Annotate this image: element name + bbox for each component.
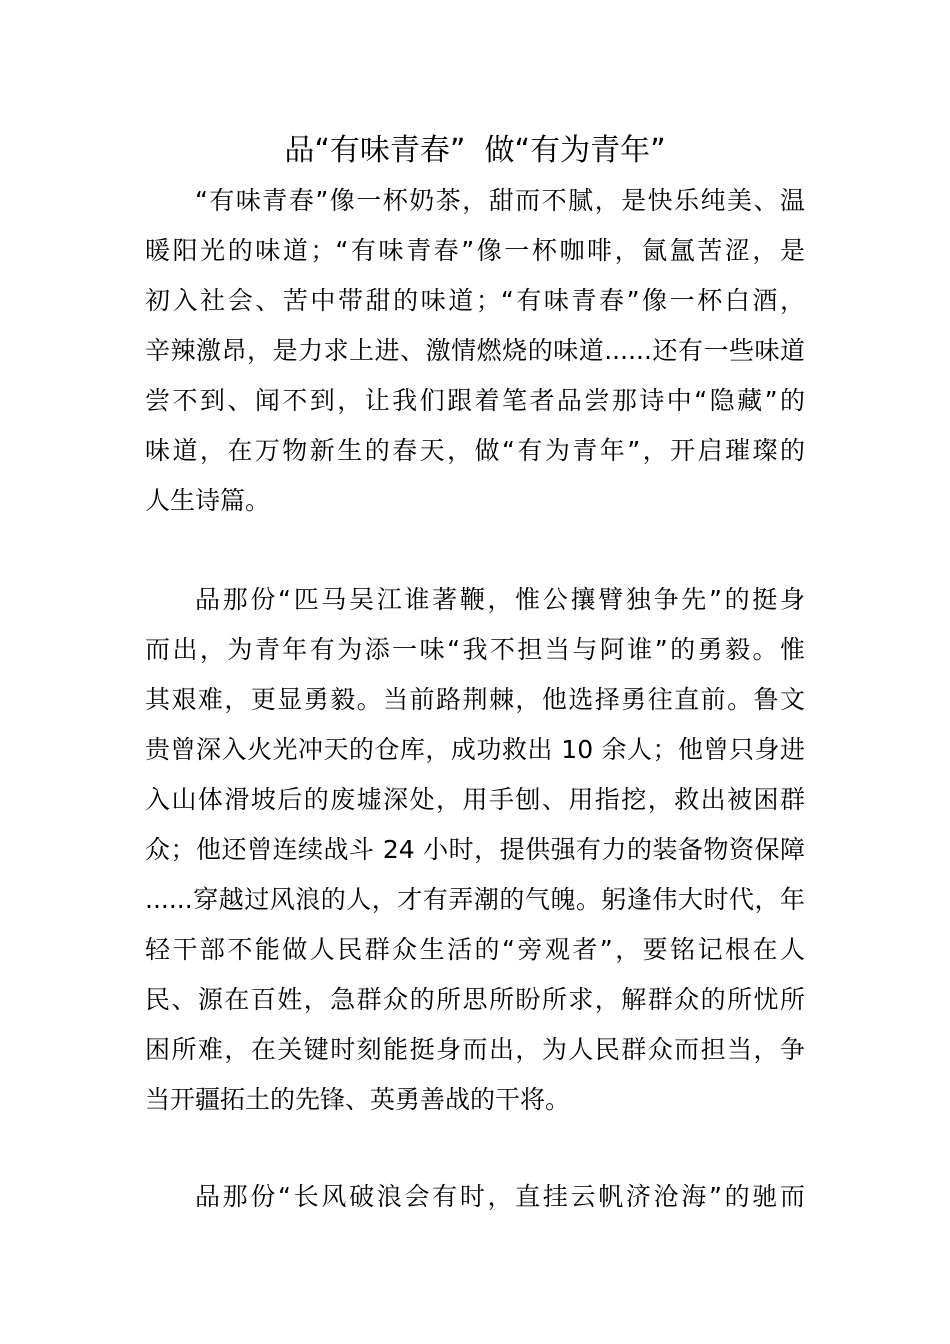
paragraph-line: 入山体滑坡后的废墟深处，用手刨、用指挖，救出被困群 [145,785,805,814]
paragraph-line: 辛辣激昂，是力求上进、激情燃烧的味道......还有一些味道 [145,336,805,365]
paragraph-line: 众；他还曾连续战斗 24 小时，提供强有力的装备物资保障 [145,835,805,864]
paragraph-line: 人生诗篇。 [145,486,271,515]
paragraph-line: 贵曾深入火光冲天的仓库，成功救出 10 余人；他曾只身进 [145,735,805,764]
paragraph-line: 尝不到、闻不到，让我们跟着笔者品尝那诗中“隐藏”的 [145,386,805,415]
paragraph-line: 品那份“长风破浪会有时，直挂云帆济沧海”的驰而 [195,1182,805,1211]
paragraph-line: 民、源在百姓，急群众的所思所盼所求，解群众的所忧所 [145,985,805,1014]
document-title: 品“有味青春” 做“有为青年” [284,133,666,168]
paragraph-line: 轻干部不能做人民群众生活的“旁观者”，要铭记根在人 [145,935,805,964]
paragraph-line: 味道，在万物新生的春天，做“有为青年”，开启璀璨的 [145,436,805,465]
paragraph-line: 其艰难，更显勇毅。当前路荆棘，他选择勇往直前。鲁文 [145,685,805,714]
paragraph-line: 当开疆拓土的先锋、英勇善战的干将。 [145,1085,571,1114]
paragraph-line: 而出，为青年有为添一味“我不担当与阿谁”的勇毅。惟 [145,635,805,664]
paragraph-line: “有味青春”像一杯奶茶，甜而不腻，是快乐纯美、温 [195,186,805,215]
paragraph-line: 困所难，在关键时刻能挺身而出，为人民群众而担当，争 [145,1035,805,1064]
paragraph-line: 暖阳光的味道；“有味青春”像一杯咖啡，氤氲苦涩，是 [145,236,805,265]
paragraph-line: 品那份“匹马吴江谁著鞭，惟公攘臂独争先”的挺身 [195,585,805,614]
paragraph-line: 初入社会、苦中带甜的味道；“有味青春”像一杯白酒， [145,286,805,315]
paragraph-line: ......穿越过风浪的人，才有弄潮的气魄。躬逢伟大时代，年 [145,885,805,914]
